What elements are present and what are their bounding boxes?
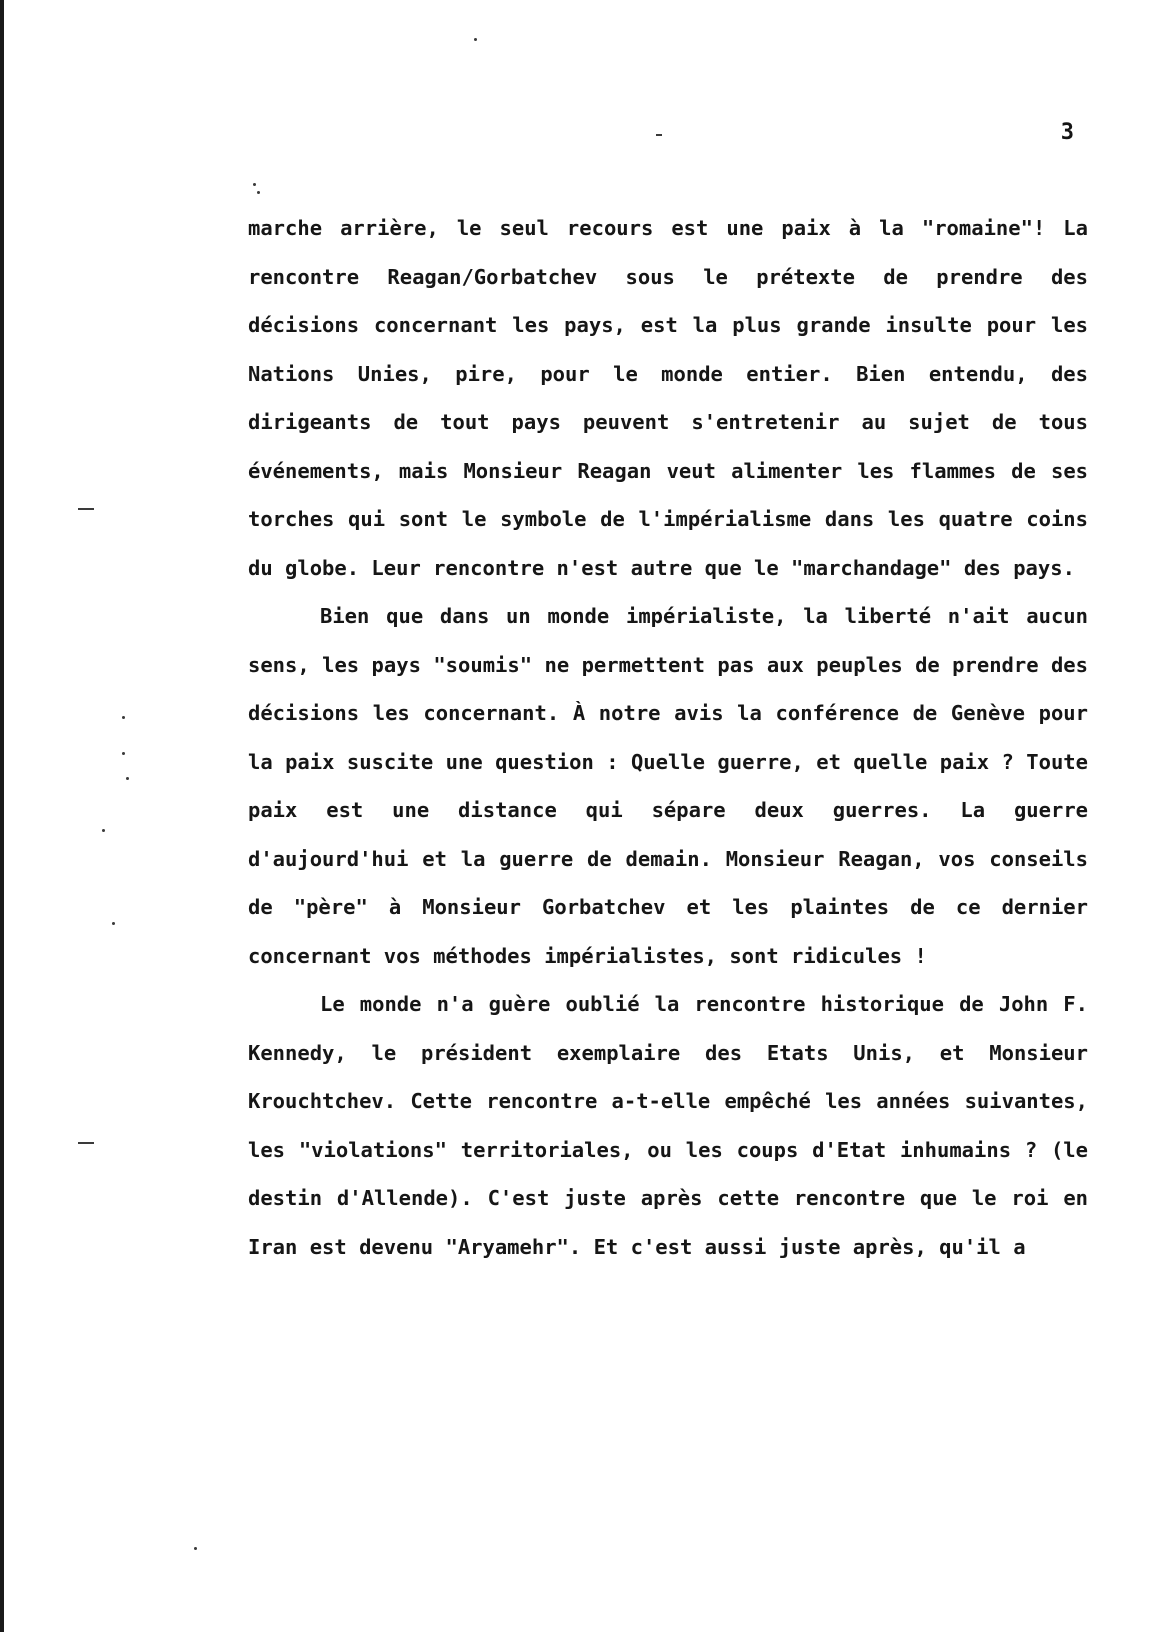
scan-mark bbox=[194, 1547, 197, 1550]
body-text bbox=[248, 204, 1088, 1271]
scan-mark bbox=[474, 38, 477, 41]
page-number: 3 bbox=[1060, 120, 1074, 145]
scan-mark bbox=[126, 777, 129, 780]
scan-mark bbox=[257, 191, 260, 194]
scan-mark bbox=[102, 829, 105, 832]
scan-mark bbox=[122, 716, 125, 719]
paragraph-1: marche arrière, le seul recours est une paix à la "romaine"! La rencontre Reagan/Gorbatchev sous le prétexte de prendre des décisions concernant les pays, est la plus grande insulte pour les Nations Unies, pire, pour le monde entier. Bien entendu, des dirigeants de tout pays peuvent s'entretenir au sujet de tous événements, mais Monsieur Reagan veut alimenter les flammes de ses torches qui sont le symbole de l'impérialisme dans les quatre coins du globe. Leur rencontre n'est autre que le "marchandage" des pays. bbox=[248, 216, 1088, 580]
scan-mark bbox=[656, 134, 662, 136]
scan-mark bbox=[78, 1142, 94, 1144]
paragraph-3: Le monde n'a guère oublié la rencontre historique de John F. Kennedy, le président exemplaire des Etats Unis, et Monsieur Krouchtchev. Cette rencontre a-t-elle empêché les années suivantes, les "violations" territoriales, ou les coups d'Etat inhumains ? (le destin d'Allende). C'est juste après cette rencontre que le roi en Iran est devenu "Aryamehr". Et c'est aussi juste après, qu'il a bbox=[248, 992, 1088, 1259]
scan-mark bbox=[112, 922, 115, 925]
paragraph-2: Bien que dans un monde impérialiste, la liberté n'ait aucun sens, les pays "soumis" ne permettent pas aux peuples de prendre des décisions les concernant. À notre avis la conférence de Genève pour la paix suscite une question : Quelle guerre, et quelle paix ? Toute paix est une distance qui sépare deux guerres. La guerre d'aujourd'hui et la guerre de demain. Monsieur Reagan, vos conseils de "père" à Monsieur Gorbatchev et les plaintes de ce dernier concernant vos méthodes impérialistes, sont ridicules ! bbox=[248, 604, 1088, 968]
scan-mark bbox=[253, 183, 256, 186]
scan-left-edge bbox=[0, 0, 4, 1632]
scan-mark bbox=[122, 752, 125, 755]
scan-mark bbox=[78, 508, 94, 510]
